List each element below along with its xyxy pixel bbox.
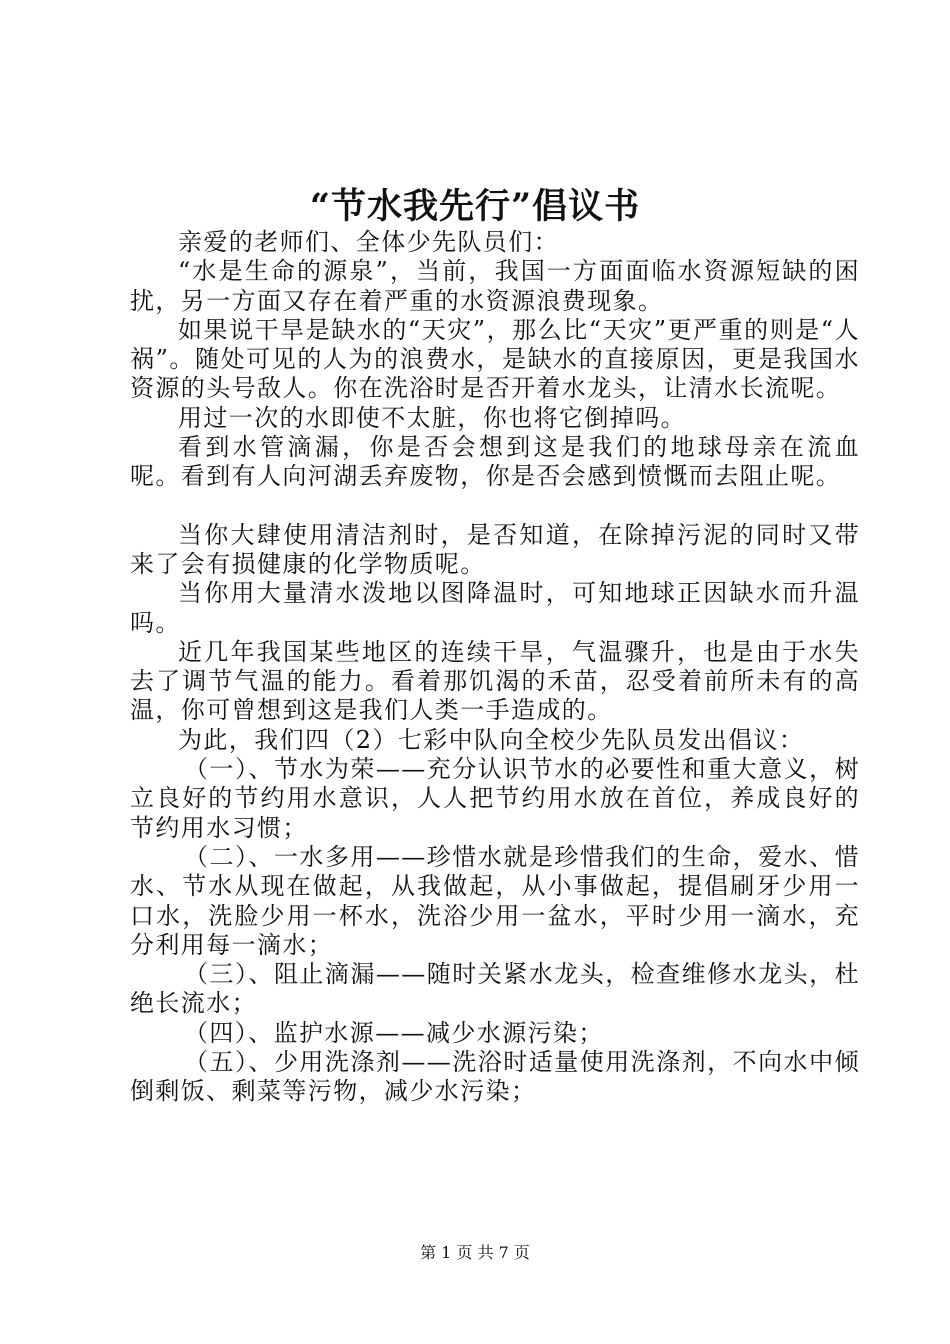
page-footer: 第 1 页 共 7 页 (420, 1243, 530, 1262)
proposal-item: （二）、一水多用——珍惜水就是珍惜我们的生命，爱水、惜水、节水从现在做起，从我做起，从小事做起，提倡刷牙少用一口水，洗脸少用一杯水，洗浴少用一盆水，平时少用一滴水，充分利用每一滴水； (130, 842, 860, 959)
proposal-item: （四）、监护水源——减少水源污染； (184, 1018, 604, 1047)
paragraph: 近几年我国某些地区的连续干旱，气温骤升，也是由于水失去了调节气温的能力。看着那饥渴的禾苗，忍受着前所未有的高温，你可曾想到这是我们人类一手造成的。 (130, 637, 860, 725)
proposal-item: （五）、少用洗涤剂——洗浴时适量使用洗涤剂，不向水中倾倒剩饭、剩菜等污物，减少水污染； (130, 1048, 860, 1106)
proposal-item: （三）、阻止滴漏——随时关紧水龙头，检查维修水龙头，杜绝长流水； (130, 960, 860, 1018)
paragraph: 用过一次的水即使不太脏，你也将它倒掉吗。 (178, 403, 686, 432)
paragraph: 为此，我们四（2）七彩中队向全校少先队员发出倡议： (178, 725, 805, 754)
paragraph: 当你大肆使用清洁剂时，是否知道，在除掉污泥的同时又带来了会有损健康的化学物质呢。 (130, 520, 860, 578)
document-title: “节水我先行”倡议书 (309, 186, 641, 227)
paragraph: “水是生命的源泉”，当前，我国一方面面临水资源短缺的困扰，另一方面又存在着严重的水资源浪费现象。 (130, 257, 860, 315)
paragraph: 看到水管滴漏，你是否会想到这是我们的地球母亲在流血呢。看到有人向河湖丢弃废物，你是否会感到愤慨而去阻止呢。 (130, 433, 860, 491)
paragraph: 如果说干旱是缺水的“天灾”，那么比“天灾”更严重的则是“人祸”。随处可见的人为的浪费水，是缺水的直接原因，更是我国水资源的头号敌人。你在洗浴时是否开着水龙头，让清水长流呢。 (130, 315, 860, 403)
document-body (130, 228, 860, 1107)
proposal-item: （一）、节水为荣——充分认识节水的必要性和重大意义，树立良好的节约用水意识，人人把节约用水放在首位，养成良好的节约用水习惯； (130, 755, 860, 842)
paragraph: 当你用大量清水泼地以图降温时，可知地球正因缺水而升温吗。 (130, 579, 860, 637)
paragraph-gap (130, 492, 860, 521)
salutation: 亲爱的老师们、全体少先队员们： (178, 228, 559, 256)
